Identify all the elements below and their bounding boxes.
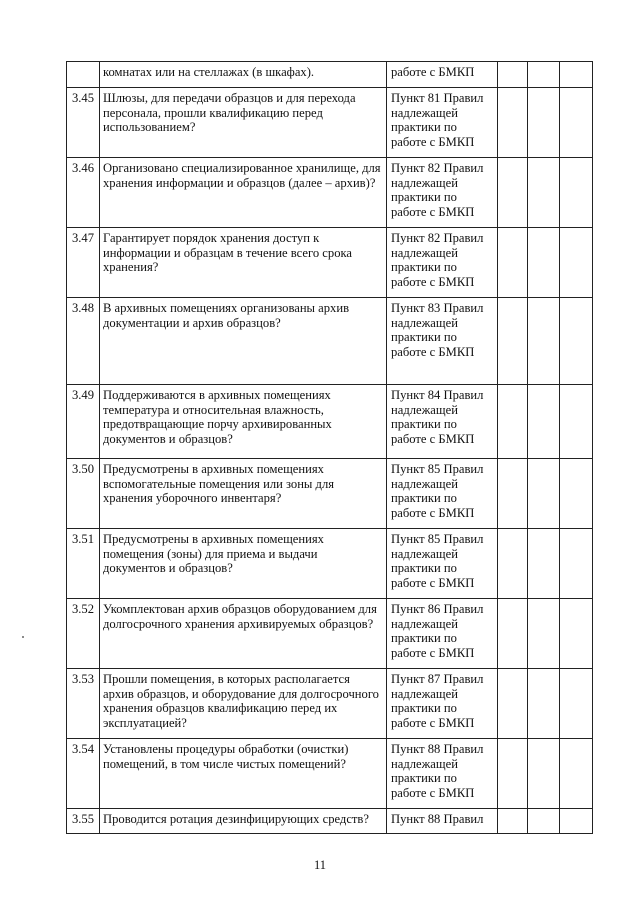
table-row — [67, 88, 593, 158]
check-cell-no — [528, 228, 560, 298]
row-question: комнатах или на стеллажах (в шкафах). — [100, 62, 387, 88]
check-cell-yes — [498, 158, 528, 228]
row-reference: Пункт 85 Правил надлежащей практики по работе с БМКП — [387, 459, 498, 529]
row-number: 3.45 — [67, 88, 100, 158]
row-question: Шлюзы, для передачи образцов и для перехода персонала, прошли квалификацию перед использованием? — [100, 88, 387, 158]
table-row — [67, 459, 593, 529]
table-row — [67, 158, 593, 228]
table-row — [67, 62, 593, 88]
check-cell-yes — [498, 739, 528, 809]
table-row — [67, 228, 593, 298]
row-reference: Пункт 83 Правил надлежащей практики по работе с БМКП — [387, 298, 498, 385]
check-cell-na — [560, 88, 593, 158]
checklist-table — [66, 61, 593, 834]
row-number: 3.46 — [67, 158, 100, 228]
check-cell-yes — [498, 62, 528, 88]
row-reference: Пункт 84 Правил надлежащей практики по работе с БМКП — [387, 385, 498, 459]
row-number: 3.50 — [67, 459, 100, 529]
row-number: 3.48 — [67, 298, 100, 385]
check-cell-no — [528, 669, 560, 739]
check-cell-na — [560, 385, 593, 459]
check-cell-na — [560, 228, 593, 298]
page-number: 11 — [313, 858, 327, 872]
row-reference: Пункт 88 Правил — [387, 809, 498, 834]
row-reference: Пункт 85 Правил надлежащей практики по работе с БМКП — [387, 529, 498, 599]
check-cell-no — [528, 739, 560, 809]
scan-speck — [22, 636, 24, 638]
row-question: Установлены процедуры обработки (очистки) помещений, в том числе чистых помещений? — [100, 739, 387, 809]
check-cell-no — [528, 88, 560, 158]
table-row — [67, 599, 593, 669]
table-row — [67, 385, 593, 459]
check-cell-yes — [498, 459, 528, 529]
check-cell-na — [560, 669, 593, 739]
row-question: Укомплектован архив образцов оборудованием для долгосрочного хранения архивируемых образцов? — [100, 599, 387, 669]
row-number: 3.49 — [67, 385, 100, 459]
check-cell-yes — [498, 599, 528, 669]
check-cell-na — [560, 809, 593, 834]
check-cell-na — [560, 599, 593, 669]
check-cell-yes — [498, 228, 528, 298]
table-row — [67, 298, 593, 385]
row-question: Поддерживаются в архивных помещениях температура и относительная влажность, предотвращающие порчу архивированных документов и образцов? — [100, 385, 387, 459]
row-reference: Пункт 86 Правил надлежащей практики по работе с БМКП — [387, 599, 498, 669]
row-question: Предусмотрены в архивных помещениях вспомогательные помещения или зоны для хранения уборочного инвентаря? — [100, 459, 387, 529]
check-cell-yes — [498, 809, 528, 834]
row-reference: Пункт 81 Правил надлежащей практики по работе с БМКП — [387, 88, 498, 158]
row-number: 3.47 — [67, 228, 100, 298]
check-cell-no — [528, 529, 560, 599]
row-reference: Пункт 88 Правил надлежащей практики по работе с БМКП — [387, 739, 498, 809]
check-cell-no — [528, 385, 560, 459]
check-cell-na — [560, 62, 593, 88]
check-cell-na — [560, 529, 593, 599]
check-cell-yes — [498, 385, 528, 459]
check-cell-na — [560, 298, 593, 385]
row-question: Организовано специализированное хранилище, для хранения информации и образцов (далее – архив)? — [100, 158, 387, 228]
row-question: Прошли помещения, в которых располагается архив образцов, и оборудование для долгосрочного хранения образцов квалификацию перед их эксплуатацией? — [100, 669, 387, 739]
row-number — [67, 62, 100, 88]
row-question: В архивных помещениях организованы архив документации и архив образцов? — [100, 298, 387, 385]
table-row — [67, 739, 593, 809]
row-question: Проводится ротация дезинфицирующих средств? — [100, 809, 387, 834]
check-cell-no — [528, 809, 560, 834]
row-reference: Пункт 87 Правил надлежащей практики по работе с БМКП — [387, 669, 498, 739]
table-row — [67, 669, 593, 739]
check-cell-na — [560, 739, 593, 809]
check-cell-no — [528, 298, 560, 385]
check-cell-no — [528, 62, 560, 88]
row-number: 3.51 — [67, 529, 100, 599]
check-cell-no — [528, 599, 560, 669]
check-cell-yes — [498, 298, 528, 385]
check-cell-yes — [498, 529, 528, 599]
check-cell-no — [528, 459, 560, 529]
check-cell-na — [560, 459, 593, 529]
row-number: 3.55 — [67, 809, 100, 834]
row-number: 3.54 — [67, 739, 100, 809]
row-reference: Пункт 82 Правил надлежащей практики по работе с БМКП — [387, 158, 498, 228]
check-cell-yes — [498, 669, 528, 739]
check-cell-na — [560, 158, 593, 228]
row-question: Предусмотрены в архивных помещениях помещения (зоны) для приема и выдачи документов и образцов? — [100, 529, 387, 599]
row-number: 3.53 — [67, 669, 100, 739]
row-number: 3.52 — [67, 599, 100, 669]
row-reference: работе с БМКП — [387, 62, 498, 88]
table-row — [67, 529, 593, 599]
row-reference: Пункт 82 Правил надлежащей практики по работе с БМКП — [387, 228, 498, 298]
check-cell-yes — [498, 88, 528, 158]
table-row — [67, 809, 593, 834]
check-cell-no — [528, 158, 560, 228]
row-question: Гарантирует порядок хранения доступ к информации и образцам в течение всего срока хранения? — [100, 228, 387, 298]
